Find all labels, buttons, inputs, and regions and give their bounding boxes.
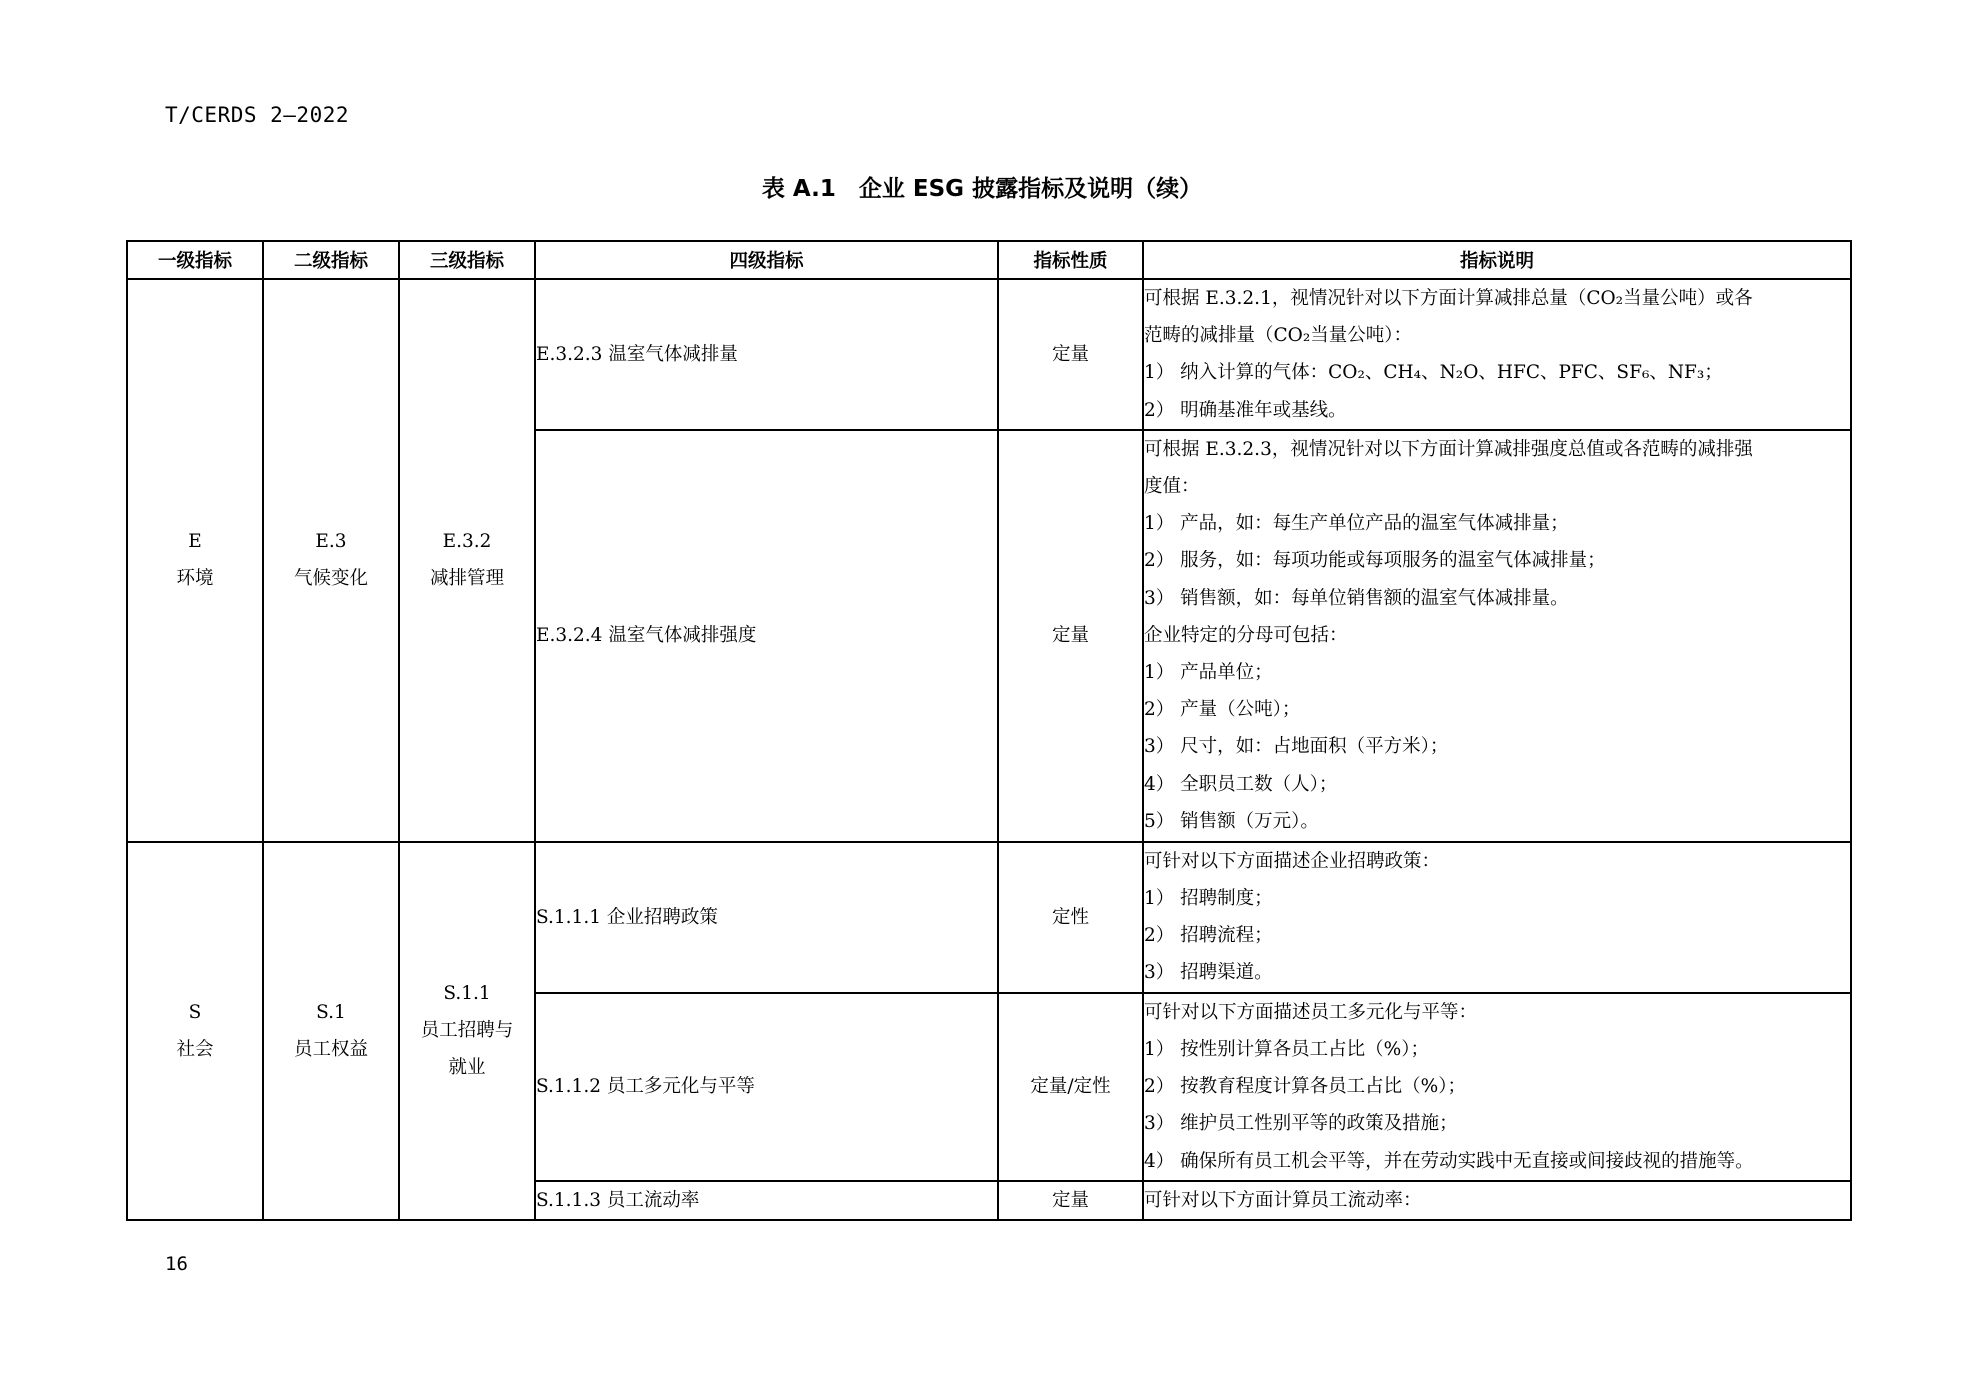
description-line: 范畴的减排量（CO₂当量公吨）：	[1144, 325, 1412, 347]
indicator-description-cell	[1143, 430, 1851, 842]
description-line: 2） 产量（公吨）；	[1144, 699, 1301, 721]
level1-indicator-cell	[127, 279, 263, 842]
table-row	[127, 842, 1851, 993]
page-number: 16	[165, 1253, 188, 1275]
level4-indicator-cell: E.3.2.3 温室气体减排量	[535, 279, 998, 430]
cell-line: 员工权益	[293, 1038, 368, 1060]
cell-line: 环境	[176, 568, 214, 590]
level3-indicator-cell	[399, 842, 535, 1220]
description-line: 3） 销售额，如：每单位销售额的温室气体减排量。	[1144, 587, 1569, 609]
table-row	[127, 279, 1851, 430]
cell-line: S.1.1	[443, 983, 491, 1005]
indicator-description-cell	[1143, 842, 1851, 993]
description-line: 1） 招聘制度；	[1144, 888, 1273, 910]
document-code: T/CERDS 2—2022	[165, 103, 350, 127]
description-line: 2） 明确基准年或基线。	[1144, 399, 1347, 421]
cell-line: E.3.2	[442, 531, 492, 553]
description-line: 4） 确保所有员工机会平等，并在劳动实践中无直接或间接歧视的措施等。	[1144, 1150, 1754, 1172]
description-line: 3） 维护员工性别平等的政策及措施；	[1144, 1113, 1458, 1135]
cell-line: S	[188, 1001, 202, 1023]
indicator-nature-cell: 定量	[998, 279, 1143, 430]
description-line: 可针对以下方面描述员工多元化与平等：	[1144, 1001, 1478, 1023]
indicator-description-cell	[1143, 1181, 1851, 1220]
cell-line: E	[188, 531, 202, 553]
cell-line: 员工招聘与	[420, 1020, 514, 1042]
level1-indicator-cell	[127, 842, 263, 1220]
description-line: 1） 产品单位；	[1144, 662, 1273, 684]
level2-indicator-cell	[263, 279, 399, 842]
description-line: 5） 销售额（万元）。	[1144, 810, 1319, 832]
esg-indicator-table	[126, 240, 1852, 1221]
column-header: 四级指标	[535, 241, 998, 279]
description-line: 2） 招聘流程；	[1144, 925, 1273, 947]
description-line: 可针对以下方面计算员工流动率：	[1144, 1189, 1422, 1211]
table-header-row	[127, 241, 1851, 279]
indicator-nature-cell: 定性	[998, 842, 1143, 993]
description-line: 可针对以下方面描述企业招聘政策：	[1144, 850, 1441, 872]
column-header: 三级指标	[399, 241, 535, 279]
level3-indicator-cell	[399, 279, 535, 842]
indicator-nature-cell: 定量	[998, 430, 1143, 842]
level2-indicator-cell	[263, 842, 399, 1220]
description-line: 可根据 E.3.2.3，视情况针对以下方面计算减排强度总值或各范畴的减排强	[1144, 438, 1753, 460]
column-header: 指标性质	[998, 241, 1143, 279]
cell-line: 减排管理	[429, 568, 504, 590]
description-line: 可根据 E.3.2.1，视情况针对以下方面计算减排总量（CO₂当量公吨）或各	[1144, 288, 1753, 309]
description-line: 2） 按教育程度计算各员工占比（%）；	[1144, 1076, 1466, 1098]
description-line: 4） 全职员工数（人）；	[1144, 773, 1338, 795]
column-header: 一级指标	[127, 241, 263, 279]
indicator-nature-cell: 定量	[998, 1181, 1143, 1220]
level4-indicator-cell: S.1.1.3 员工流动率	[535, 1181, 998, 1220]
description-line: 2） 服务，如：每项功能或每项服务的温室气体减排量；	[1144, 550, 1606, 572]
description-line: 企业特定的分母可包括：	[1144, 624, 1348, 646]
indicator-description-cell	[1143, 993, 1851, 1181]
cell-line: 气候变化	[293, 568, 368, 590]
column-header: 二级指标	[263, 241, 399, 279]
description-line: 1） 按性别计算各员工占比（%）；	[1144, 1039, 1429, 1061]
description-line: 1） 产品，如：每生产单位产品的温室气体减排量；	[1144, 513, 1569, 535]
cell-line: E.3	[315, 531, 347, 553]
indicator-nature-cell: 定量/定性	[998, 993, 1143, 1181]
column-header: 指标说明	[1143, 241, 1851, 279]
cell-line: S.1	[316, 1001, 346, 1023]
description-line: 1） 纳入计算的气体：CO₂、CH₄、N₂O、HFC、PFC、SF₆、NF₃；	[1144, 362, 1723, 384]
indicator-description-cell	[1143, 279, 1851, 430]
level4-indicator-cell: S.1.1.2 员工多元化与平等	[535, 993, 998, 1181]
description-line: 3） 尺寸，如：占地面积（平方米）；	[1144, 736, 1449, 758]
level4-indicator-cell: E.3.2.4 温室气体减排强度	[535, 430, 998, 842]
description-line: 3） 招聘渠道。	[1144, 962, 1273, 984]
cell-line: 就业	[448, 1057, 486, 1079]
level4-indicator-cell: S.1.1.1 企业招聘政策	[535, 842, 998, 993]
cell-line: 社会	[176, 1038, 214, 1060]
table-title: 表 A.1 企业 ESG 披露指标及说明（续）	[761, 176, 1203, 202]
description-line: 度值：	[1144, 476, 1200, 498]
